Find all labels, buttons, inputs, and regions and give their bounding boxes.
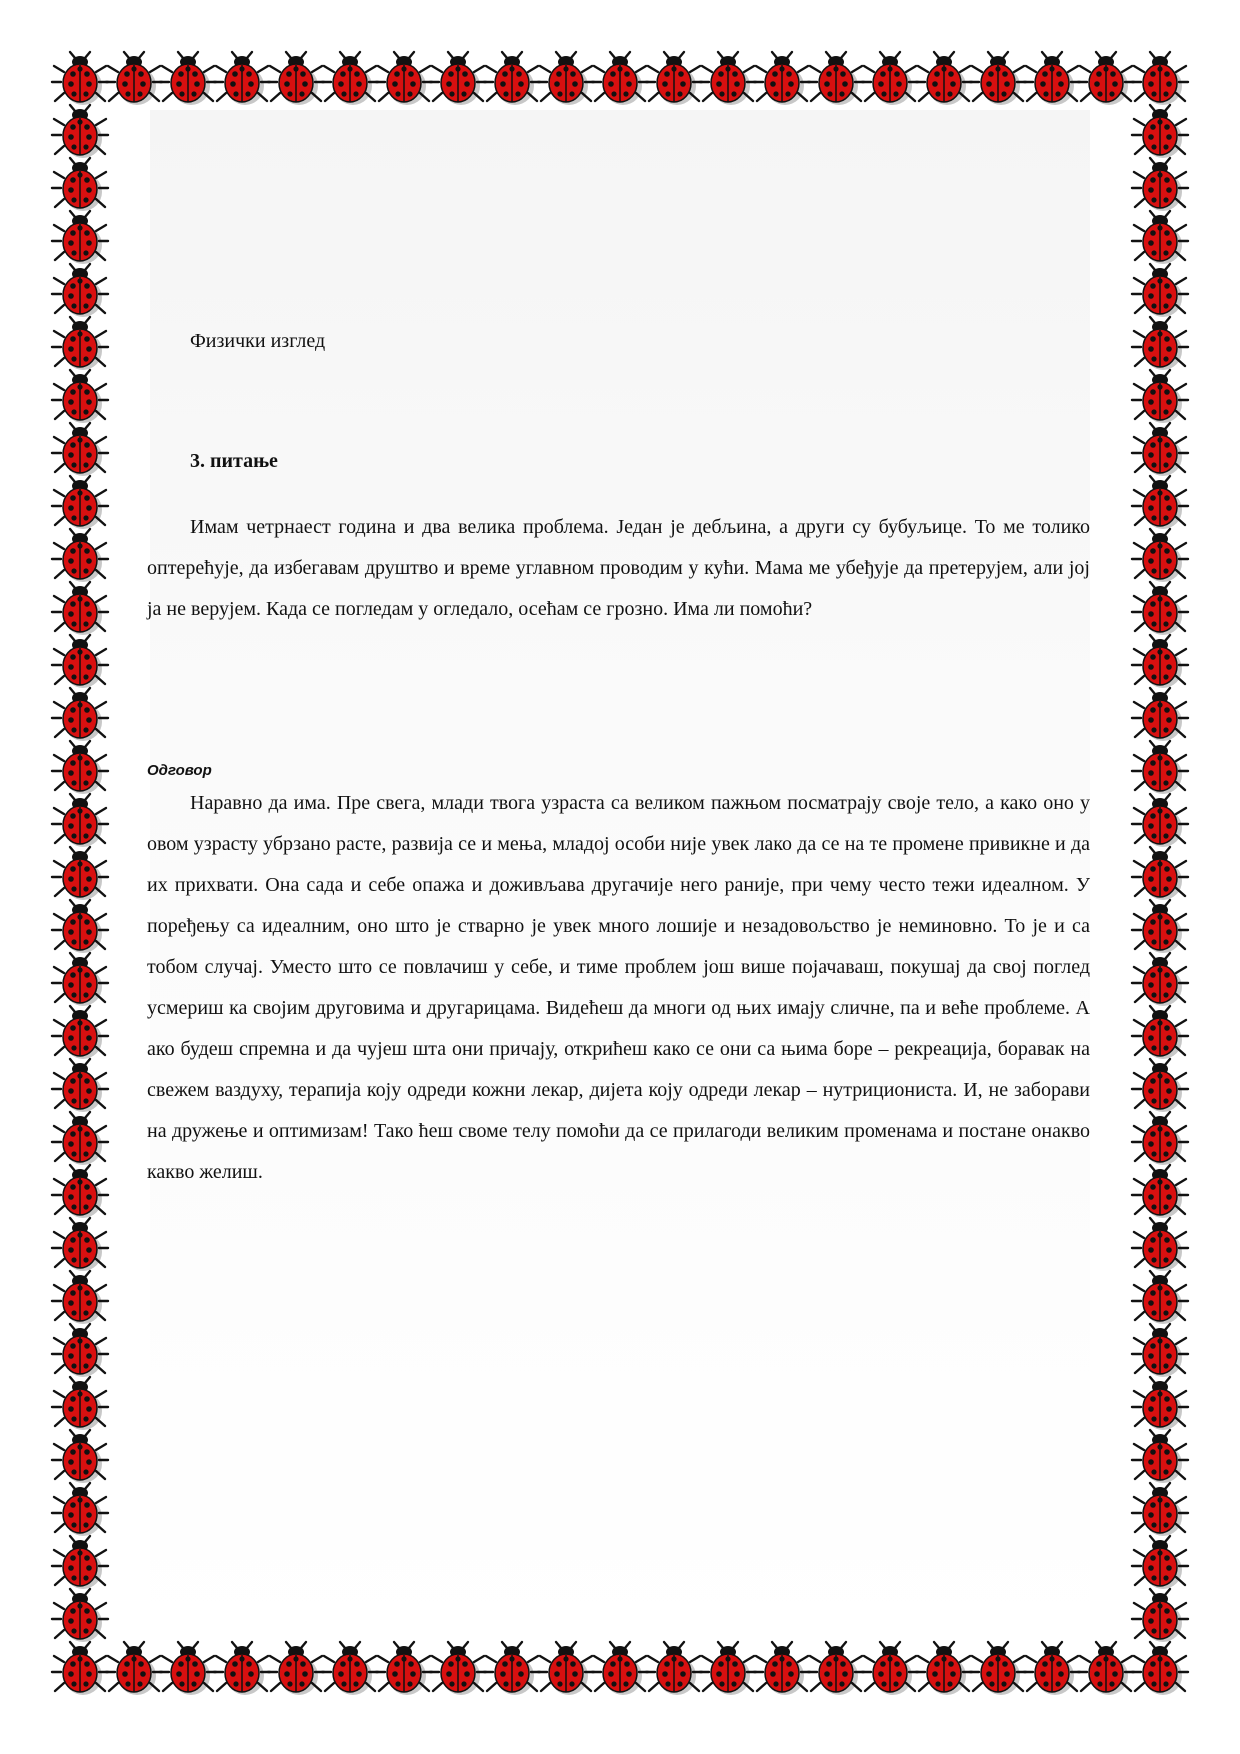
ladybug-icon [1130, 580, 1190, 640]
ladybug-icon [50, 1375, 110, 1435]
ladybug-icon [374, 1640, 434, 1700]
ladybug-icon [104, 1640, 164, 1700]
ladybug-icon [644, 50, 704, 110]
ladybug-icon [1130, 103, 1190, 163]
ladybug-icon [50, 1587, 110, 1647]
ladybug-icon [1130, 1587, 1190, 1647]
ladybug-icon [1130, 262, 1190, 322]
ladybug-icon [212, 50, 272, 110]
ladybug-icon [482, 50, 542, 110]
ladybug-icon [50, 1640, 110, 1700]
ladybug-icon [1130, 1269, 1190, 1329]
ladybug-icon [1130, 1534, 1190, 1594]
ladybug-icon [1130, 1110, 1190, 1170]
ladybug-icon [212, 1640, 272, 1700]
ladybug-icon [50, 1004, 110, 1064]
ladybug-icon [590, 50, 650, 110]
ladybug-icon [50, 315, 110, 375]
ladybug-icon [50, 368, 110, 428]
ladybug-icon [374, 50, 434, 110]
ladybug-icon [50, 1534, 110, 1594]
ladybug-icon [158, 50, 218, 110]
ladybug-icon [1130, 527, 1190, 587]
ladybug-icon [50, 1481, 110, 1541]
ladybug-icon [50, 1163, 110, 1223]
ladybug-icon [50, 845, 110, 905]
ladybug-icon [50, 1216, 110, 1276]
ladybug-icon [1130, 209, 1190, 269]
ladybug-icon [1130, 156, 1190, 216]
ladybug-icon [1130, 1057, 1190, 1117]
ladybug-icon [914, 50, 974, 110]
ladybug-icon [1130, 1640, 1190, 1700]
ladybug-icon [50, 262, 110, 322]
ladybug-icon [1130, 1375, 1190, 1435]
answer-label: Одговор [147, 762, 212, 779]
ladybug-icon [50, 739, 110, 799]
ladybug-icon [1130, 474, 1190, 534]
ladybug-icon [698, 1640, 758, 1700]
ladybug-icon [860, 1640, 920, 1700]
ladybug-icon [968, 50, 1028, 110]
question-paragraph: Имам четрнаест година и два велика проблема. Један је дебљина, а други су бубуљице. То ме толико оптерећује, да избегавам друштво и време углавном проводим у кући. Мама ме убеђује да претерујем, али јој ја не верујем. Када се погледам у огледало, осећам се грозно. Има ли помоћи? [147, 516, 1090, 620]
ladybug-icon [482, 1640, 542, 1700]
ladybug-icon [1130, 686, 1190, 746]
ladybug-icon [428, 50, 488, 110]
ladybug-icon [320, 1640, 380, 1700]
ladybug-icon [644, 1640, 704, 1700]
ladybug-icon [752, 50, 812, 110]
ladybug-icon [536, 1640, 596, 1700]
ladybug-icon [806, 50, 866, 110]
ladybug-icon [1130, 898, 1190, 958]
ladybug-icon [50, 1057, 110, 1117]
ladybug-icon [1130, 315, 1190, 375]
ladybug-icon [50, 527, 110, 587]
ladybug-icon [50, 156, 110, 216]
ladybug-icon [1130, 1428, 1190, 1488]
ladybug-icon [104, 50, 164, 110]
ladybug-icon [50, 50, 110, 110]
ladybug-icon [50, 103, 110, 163]
ladybug-icon [50, 580, 110, 640]
ladybug-icon [1022, 50, 1082, 110]
ladybug-icon [590, 1640, 650, 1700]
ladybug-icon [860, 50, 920, 110]
ladybug-icon [50, 1428, 110, 1488]
ladybug-icon [1130, 1163, 1190, 1223]
ladybug-icon [266, 50, 326, 110]
ladybug-icon [1130, 1216, 1190, 1276]
ladybug-icon [914, 1640, 974, 1700]
ladybug-icon [158, 1640, 218, 1700]
answer-paragraph: Наравно да има. Пре свега, млади твога узраста са великом пажњом посматрају своје тело, а како оно у овом узрасту убрзано расте, развија се и мења, младој особи није увек лако да се на те промене привикне и да их прихвати. Она сада и себе опажа и доживљава другачије него раније, при чему често тежи идеалном. У поређењу са идеалним, оно што је стварно је увек много лошије и незадовољство је неминовно. То је и са тобом случај. Уместо што се повлачиш у себе, и тиме проблем још више појачаваш, покушај да свој поглед усмериш ка својим друговима и другарицама. Видећеш да многи од њих имају сличне, па и веће проблеме. А ако будеш спремна и да чујеш шта они причају, открићеш како се они са њима боре – рекреација, боравак на свежем ваздуху, терапија коју одреди кожни лекар, дијета коју одреди лекар – нутриционистa. И, не заборави на дружење и оптимизам! Тако ћеш своме телу помоћи да се прилагоди великим променама и постане онакво какво желиш. [147, 792, 1090, 1183]
ladybug-icon [1022, 1640, 1082, 1700]
ladybug-icon [968, 1640, 1028, 1700]
ladybug-icon [752, 1640, 812, 1700]
ladybug-icon [266, 1640, 326, 1700]
ladybug-icon [1130, 1481, 1190, 1541]
ladybug-icon [1130, 792, 1190, 852]
ladybug-icon [50, 686, 110, 746]
ladybug-icon [1130, 368, 1190, 428]
ladybug-icon [50, 1322, 110, 1382]
ladybug-icon [536, 50, 596, 110]
ladybug-icon [50, 951, 110, 1011]
ladybug-icon [50, 1269, 110, 1329]
question-heading: 3. питање [190, 450, 278, 472]
ladybug-icon [698, 50, 758, 110]
ladybug-icon [1130, 1322, 1190, 1382]
ladybug-icon [320, 50, 380, 110]
ladybug-icon [1130, 739, 1190, 799]
ladybug-icon [1076, 1640, 1136, 1700]
ladybug-icon [1076, 50, 1136, 110]
ladybug-icon [1130, 951, 1190, 1011]
ladybug-icon [50, 898, 110, 958]
ladybug-icon [806, 1640, 866, 1700]
ladybug-icon [50, 421, 110, 481]
ladybug-icon [50, 209, 110, 269]
ladybug-icon [1130, 633, 1190, 693]
section-title: Физички изглед [190, 330, 326, 352]
ladybug-icon [1130, 50, 1190, 110]
ladybug-icon [428, 1640, 488, 1700]
ladybug-icon [50, 1110, 110, 1170]
ladybug-icon [50, 792, 110, 852]
ladybug-icon [1130, 421, 1190, 481]
ladybug-icon [50, 474, 110, 534]
ladybug-icon [1130, 845, 1190, 905]
ladybug-icon [50, 633, 110, 693]
ladybug-icon [1130, 1004, 1190, 1064]
